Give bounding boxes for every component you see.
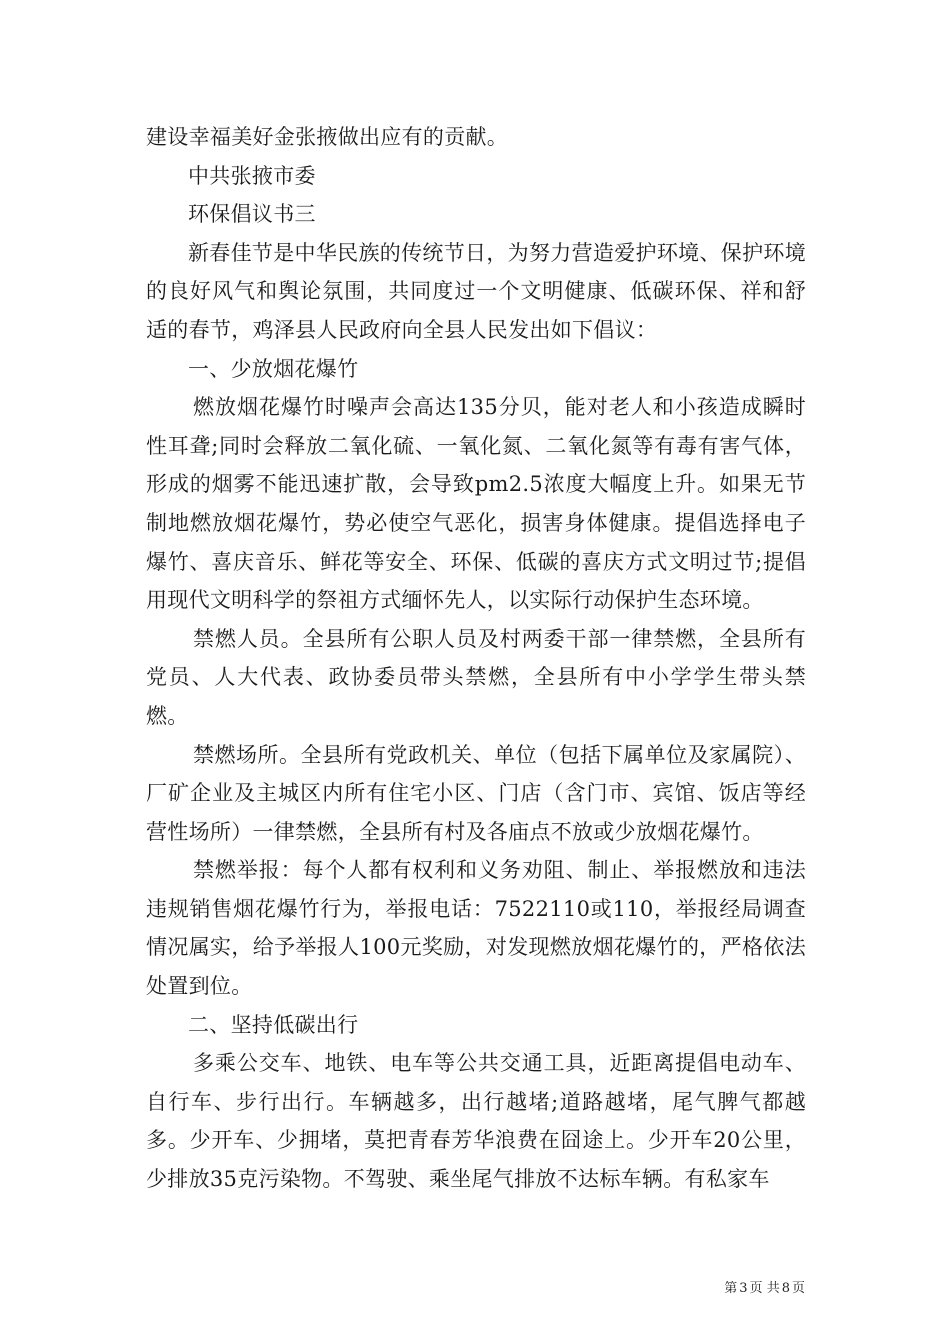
heading-fireworks: 一、少放烟花爆竹 bbox=[188, 356, 359, 381]
footer-prefix: 第 bbox=[724, 1281, 738, 1296]
paragraph-fireworks: 燃放烟花爆竹时噪声会高达135分贝，能对老人和小孩造成瞬时性耳聋;同时会释放二氧化硫、一氧化氮、二氧化氮等有毒有害气体，形成的烟雾不能迅速扩散，会导致pm2.5浓度大幅度上升。如果无节制地燃放烟花爆竹，势必使空气恶化，损害身体健康。提倡选择电子爆竹、喜庆音乐、鲜花等安全、环保、低碳的喜庆方式文明过节;提倡用现代文明科学的祭祖方式缅怀先人，以实际行动保护生态环境。 bbox=[146, 395, 806, 613]
page-footer bbox=[0, 1277, 806, 1296]
paragraph-ban-report: 禁燃举报：每个人都有权利和义务劝阻、制止、举报燃放和违法违规销售烟花爆竹行为，举报电话：7522110或110，举报经局调查情况属实，给予举报人100元奖励，对发现燃放烟花爆竹的，严格依法处置到位。 bbox=[146, 858, 806, 999]
footer-total-pages: 8 bbox=[781, 1281, 790, 1296]
section-title: 环保倡议书三 bbox=[188, 202, 316, 227]
paragraph-intro: 新春佳节是中华民族的传统节日，为努力营造爱护环境、保护环境的良好风气和舆论氛围，共同度过一个文明健康、低碳环保、祥和舒适的春节，鸡泽县人民政府向全县人民发出如下倡议： bbox=[146, 240, 806, 342]
signature-line: 中共张掖市委 bbox=[188, 163, 316, 188]
footer-middle: 页 共 bbox=[749, 1281, 780, 1296]
document-body bbox=[146, 118, 806, 1199]
footer-suffix: 页 bbox=[791, 1281, 805, 1296]
paragraph-closing-line: 建设幸福美好金张掖做出应有的贡献。 bbox=[146, 125, 509, 149]
paragraph-low-carbon: 多乘公交车、地铁、电车等公共交通工具，近距离提倡电动车、自行车、步行出行。车辆越多，出行越堵;道路越堵，尾气脾气都越多。少开车、少拥堵，莫把青春芳华浪费在囧途上。少开车20公里，少排放35克污染物。不驾驶、乘坐尾气排放不达标车辆。有私家车 bbox=[146, 1051, 806, 1192]
heading-low-carbon: 二、坚持低碳出行 bbox=[188, 1012, 359, 1037]
paragraph-ban-persons: 禁燃人员。全县所有公职人员及村两委干部一律禁燃，全县所有党员、人大代表、政协委员带头禁燃，全县所有中小学学生带头禁燃。 bbox=[146, 626, 806, 728]
paragraph-ban-places: 禁燃场所。全县所有党政机关、单位（包括下属单位及家属院）、厂矿企业及主城区内所有住宅小区、门店（含门市、宾馆、饭店等经营性场所）一律禁燃，全县所有村及各庙点不放或少放烟花爆竹。 bbox=[146, 742, 806, 844]
footer-current-page: 3 bbox=[739, 1281, 748, 1296]
